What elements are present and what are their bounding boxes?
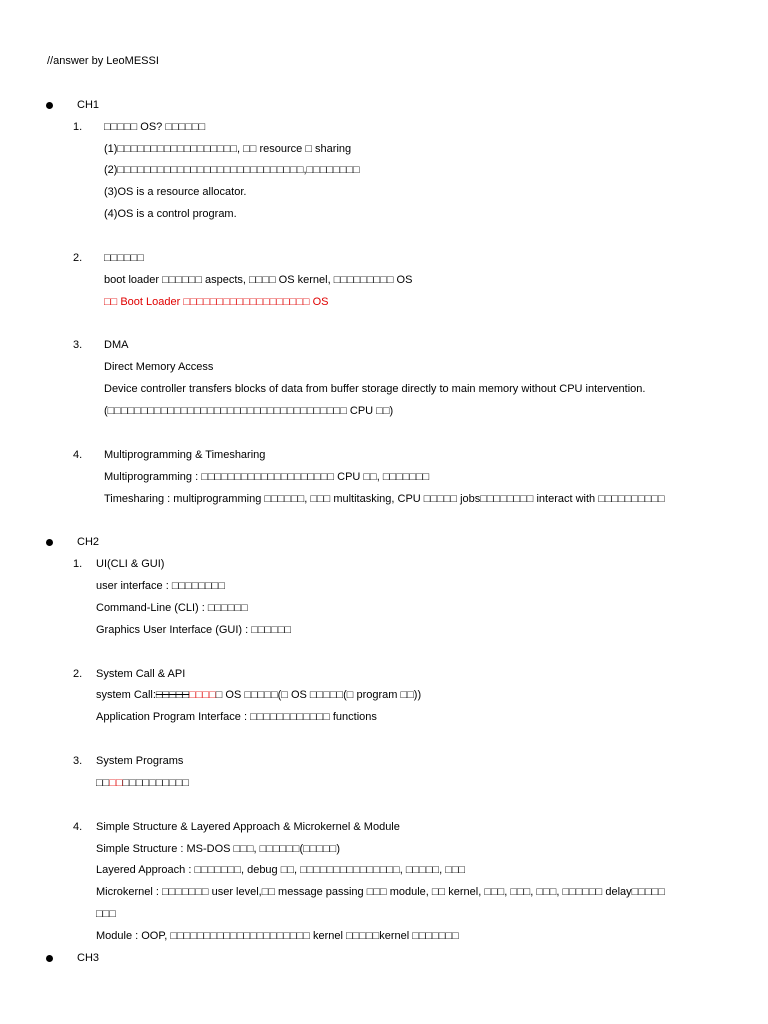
- item-title: Simple Structure & Layered Approach & Microkernel & Module: [96, 820, 400, 833]
- ch2-q1-line: Graphics User Interface (GUI) : □□□□□□: [96, 623, 292, 636]
- ch1-q3-line: Device controller transfers blocks of data from buffer storage directly to main memory without CPU intervention.: [104, 383, 646, 396]
- item-number: 2.: [73, 667, 83, 680]
- item-title: DMA: [104, 339, 129, 352]
- section-heading: CH3: [77, 951, 100, 964]
- section-ch3: [0, 948, 768, 970]
- ch1-q3-line: Direct Memory Access: [104, 361, 214, 374]
- bullet-icon: [46, 539, 53, 546]
- ch2-q1-line: Command-Line (CLI) : □□□□□□: [96, 601, 248, 614]
- item-title: UI(CLI & GUI): [96, 558, 165, 571]
- ch2-q4-microkernel-continued: □□□: [96, 908, 116, 921]
- system-call-rest: □ OS □□□□□(□ OS □□□□□(□ program □□)): [215, 689, 422, 702]
- ch1-q2-line: boot loader □□□□□□ aspects, □□□□ OS kernel, □□□□□□□□□ OS: [104, 273, 413, 286]
- system-call-label: system Call:: [96, 689, 156, 702]
- ch2-q3-line: [0, 773, 768, 795]
- item-title: □□□□□ OS? □□□□□□: [104, 120, 206, 133]
- item-title: □□□□□□: [104, 251, 144, 264]
- item-title: Multiprogramming & Timesharing: [104, 448, 266, 461]
- ch1-q4-line: Timesharing : multiprogramming □□□□□□, □□□ multitasking, CPU □□□□□ jobs□□□□□□□□ interact with □□□□□□□□□□: [104, 492, 665, 505]
- text-after: □□□□□□□□□□: [122, 776, 190, 789]
- ch2-q1-line: user interface : □□□□□□□□: [96, 580, 225, 592]
- item-number: 3.: [73, 755, 83, 767]
- ch2-q4-title-row: [0, 817, 768, 839]
- ch1-q1-line: (1)□□□□□□□□□□□□□□□□□□, □□ resource □ sharing: [104, 142, 352, 155]
- item-title: System Programs: [96, 755, 184, 767]
- spacer: [0, 510, 768, 532]
- spacer: [0, 795, 768, 817]
- document-page: [0, 51, 768, 970]
- ch1-q3-title-row: [0, 335, 768, 357]
- text-before: □□: [96, 776, 110, 789]
- ch1-q1-title-row: [0, 117, 768, 139]
- ch2-q4-layered-approach: Layered Approach : □□□□□□□, debug □□, □□□□□□□□□□□□□□□, □□□□□, □□□: [96, 864, 466, 877]
- item-number: 3.: [73, 339, 83, 352]
- section-heading: CH2: [77, 536, 100, 549]
- ch2-q2-api-line: Application Program Interface : □□□□□□□□□□□□ functions: [96, 711, 377, 724]
- spacer: [0, 642, 768, 664]
- ch1-q3-line: (□□□□□□□□□□□□□□□□□□□□□□□□□□□□□□□□□□□□ CPU □□): [104, 405, 394, 417]
- ch2-q4-microkernel: Microkernel : □□□□□□□ user level,□□ message passing □□□ module, □□ kernel, □□□, □□□, □□□, □□□□□□ delay□□□□□: [96, 886, 665, 899]
- red-highlight: □□□□: [189, 689, 216, 702]
- ch2-q4-simple-structure: Simple Structure : MS-DOS □□□, □□□□□□(□□□□□): [96, 842, 340, 855]
- item-number: 4.: [73, 448, 83, 461]
- item-number: 1.: [73, 120, 83, 133]
- ch1-q1-line: (3)OS is a resource allocator.: [104, 186, 247, 199]
- bullet-icon: [46, 102, 53, 109]
- struck-text: □□□□□: [155, 689, 190, 702]
- bullet-icon: [46, 955, 53, 962]
- ch1-q4-line: Multiprogramming : □□□□□□□□□□□□□□□□□□□□ CPU □□, □□□□□□□: [104, 470, 430, 483]
- ch2-q2-system-call-line: [0, 685, 768, 707]
- ch1-q2-red-note: □□ Boot Loader □□□□□□□□□□□□□□□□□□□ OS: [104, 295, 329, 308]
- ch2-q4-module: Module : OOP, □□□□□□□□□□□□□□□□□□□□□ kernel □□□□□kernel □□□□□□□: [96, 930, 459, 942]
- spacer: [0, 314, 768, 336]
- spacer: [0, 73, 768, 95]
- ch1-q1-line: (2)□□□□□□□□□□□□□□□□□□□□□□□□□□□□,□□□□□□□□: [104, 164, 360, 177]
- ch2-q2-title-row: [0, 664, 768, 686]
- item-number: 4.: [73, 820, 83, 833]
- ch1-q4-title-row: [0, 445, 768, 467]
- spacer: [0, 729, 768, 751]
- author-note: //answer by LeoMESSI: [47, 55, 159, 67]
- section-ch1: [0, 95, 768, 117]
- ch2-q3-title-row: [0, 751, 768, 773]
- item-title: System Call & API: [96, 667, 186, 680]
- spacer: [0, 423, 768, 445]
- spacer: [0, 226, 768, 248]
- section-ch2: [0, 532, 768, 554]
- section-heading: CH1: [77, 98, 100, 111]
- red-highlight: □□: [109, 776, 123, 789]
- ch1-q1-line: (4)OS is a control program.: [104, 208, 237, 221]
- item-number: 1.: [73, 558, 83, 571]
- ch2-q1-title-row: [0, 554, 768, 576]
- ch1-q2-title-row: [0, 248, 768, 270]
- item-number: 2.: [73, 251, 83, 264]
